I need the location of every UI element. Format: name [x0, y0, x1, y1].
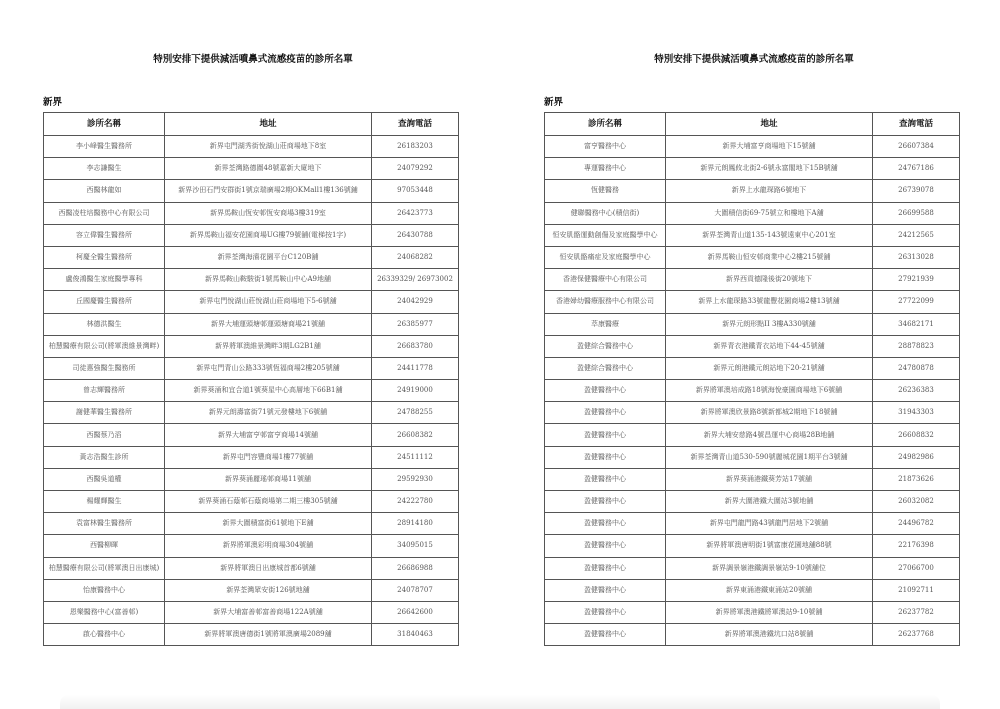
table-row: [545, 491, 960, 513]
clinic-name-cell: 西醫柳暉: [44, 535, 165, 557]
table-row: [44, 557, 459, 579]
table-row: [545, 446, 960, 468]
clinic-name-cell: 盈健醫務中心: [545, 446, 666, 468]
address-cell: 新界大圍積富街61號地下E舖: [165, 513, 372, 535]
address-cell: 新界荃灣海濱花園平台C120B舖: [165, 246, 372, 268]
region-heading: 新界: [544, 97, 564, 108]
clinic-name-cell: 怡康醫務中心: [44, 579, 165, 601]
phone-cell: 28914180: [372, 513, 459, 535]
table-row: [44, 424, 459, 446]
phone-cell: 97053448: [372, 180, 459, 202]
clinic-name-cell: 盈健醫務中心: [545, 468, 666, 490]
clinic-name-cell: 李小峰醫生醫務所: [44, 136, 165, 158]
clinic-name-cell: 盈健醫務中心: [545, 535, 666, 557]
clinic-name-cell: 萃康醫療: [545, 313, 666, 335]
phone-cell: 24511112: [372, 446, 459, 468]
address-cell: 新界葵涌和宜合道1號葵星中心高層地下66B1舖: [165, 380, 372, 402]
region-heading: 新界: [43, 97, 63, 108]
phone-cell: 26339329/ 26973002: [372, 269, 459, 291]
clinic-name-cell: 西醫凌柱培醫務中心有限公司: [44, 202, 165, 224]
address-cell: 新界大埔運頭塘邨運頭塘商場21號舖: [165, 313, 372, 335]
clinic-name-cell: 盈健醫務中心: [545, 513, 666, 535]
address-cell: 新界荃灣青山道135-143號遠東中心201室: [666, 224, 873, 246]
column-header-address: 地址: [165, 113, 372, 136]
address-cell: 新界將軍澳港鐵坑口站8號舖: [666, 624, 873, 646]
clinic-name-cell: 曾志輝醫務所: [44, 380, 165, 402]
address-cell: 新界屯門龍門路43號龍門居地下2號舖: [666, 513, 873, 535]
address-cell: 新界屯門青山公路333號恆福商場2樓205號舖: [165, 357, 372, 379]
address-cell: 新界將軍澳唐明街1號富康花園地舖88號: [666, 535, 873, 557]
table-row: [44, 468, 459, 490]
address-cell: 新界西貢德隆後街20號地下: [666, 269, 873, 291]
document-page-right: [544, 0, 964, 646]
clinic-name-cell: 司徒惠強醫生醫務所: [44, 357, 165, 379]
document-page-left: [43, 0, 463, 646]
address-cell: 新界將軍澳日出康城首都6號舖: [165, 557, 372, 579]
phone-cell: 24496782: [873, 513, 960, 535]
address-cell: 新界上水龍琛路33號龍豐花園商場2樓13號舖: [666, 291, 873, 313]
phone-cell: 26686988: [372, 557, 459, 579]
address-cell: 新界將軍澳維景灣畔3期LG2B1舖: [165, 335, 372, 357]
column-header-phone: 查詢電話: [873, 113, 960, 136]
clinic-name-cell: 盈健醫務中心: [545, 624, 666, 646]
clinic-name-cell: 黃志浩醫生診所: [44, 446, 165, 468]
phone-cell: 26683780: [372, 335, 459, 357]
table-row: [545, 468, 960, 490]
table-row: [44, 335, 459, 357]
page-title: 特別安排下提供減活噴鼻式流感疫苗的診所名單: [153, 54, 353, 65]
address-cell: 大圍積信街69-75號立和樓地下A舖: [666, 202, 873, 224]
address-cell: 新界青衣港鐵青衣站地下44-45號舖: [666, 335, 873, 357]
address-cell: 新界葵涌石蔭邨石蔭商場第二期三樓305號舖: [165, 491, 372, 513]
address-cell: 新界將軍澳港鐵將軍澳站9-10號舖: [666, 601, 873, 623]
table-row: [545, 158, 960, 180]
clinic-name-cell: 盈健醫務中心: [545, 380, 666, 402]
table-row: [545, 180, 960, 202]
table-body: [545, 136, 960, 646]
table-row: [44, 380, 459, 402]
clinic-name-cell: 丘國慶醫生醫務所: [44, 291, 165, 313]
page-bottom-shadow: [60, 695, 940, 709]
table-row: [545, 557, 960, 579]
address-cell: 新界大埔安慈路4號昌運中心商場28B地舖: [666, 424, 873, 446]
phone-cell: 34682171: [873, 313, 960, 335]
clinic-name-cell: 盈健醫務中心: [545, 491, 666, 513]
address-cell: 新界屯門容豐商場1樓77號舖: [165, 446, 372, 468]
address-cell: 新界大埔富亨邨富亨商場14號舖: [165, 424, 372, 446]
table-row: [545, 535, 960, 557]
address-cell: 新界馬鞍山福安花園商場UG樓79號舖(電梯按1字): [165, 224, 372, 246]
address-cell: 新界元朗形點II 3樓A330號舖: [666, 313, 873, 335]
phone-cell: 28878823: [873, 335, 960, 357]
clinic-name-cell: 香港婦幼醫療服務中心有限公司: [545, 291, 666, 313]
clinic-name-cell: 恒安肌骼運動創傷及家庭醫學中心: [545, 224, 666, 246]
address-cell: 新界元朗鳳攸北街2-6號永富閣地下15B號舖: [666, 158, 873, 180]
table-row: [545, 335, 960, 357]
table-row: [545, 357, 960, 379]
clinic-name-cell: 盈健綜合醫務中心: [545, 357, 666, 379]
clinic-name-cell: 盈健醫務中心: [545, 424, 666, 446]
table-row: [545, 624, 960, 646]
clinic-table: [544, 112, 960, 646]
table-row: [44, 535, 459, 557]
clinic-name-cell: 啟心醫務中心: [44, 624, 165, 646]
phone-cell: 26608832: [873, 424, 960, 446]
table-row: [545, 513, 960, 535]
table-row: [44, 624, 459, 646]
clinic-name-cell: 謝健華醫生醫務所: [44, 402, 165, 424]
address-cell: 新界荃灣青山道530-590號麗城花園1期平台3號舖: [666, 446, 873, 468]
table-row: [44, 136, 459, 158]
table-body: [44, 136, 459, 646]
table-row: [44, 158, 459, 180]
clinic-name-cell: 盈健綜合醫務中心: [545, 335, 666, 357]
phone-cell: 24222780: [372, 491, 459, 513]
address-cell: 新界元朗壽富街71號元發樓地下6號舖: [165, 402, 372, 424]
phone-cell: 26237782: [873, 601, 960, 623]
table-row: [545, 269, 960, 291]
phone-cell: 27066700: [873, 557, 960, 579]
table-row: [44, 357, 459, 379]
clinic-name-cell: 西醫吳道權: [44, 468, 165, 490]
clinic-name-cell: 恆健醫務: [545, 180, 666, 202]
table-header-row: [44, 113, 459, 136]
clinic-name-cell: 恒安肌骼痛症及家庭醫學中心: [545, 246, 666, 268]
phone-cell: 27722099: [873, 291, 960, 313]
phone-cell: 26423773: [372, 202, 459, 224]
table-row: [44, 491, 459, 513]
phone-cell: 24079292: [372, 158, 459, 180]
address-cell: 新界沙田石門安群街1號京瑞廣場2期OKMall1樓136號鋪: [165, 180, 372, 202]
phone-cell: 26236383: [873, 380, 960, 402]
phone-cell: 26608382: [372, 424, 459, 446]
phone-cell: 21092711: [873, 579, 960, 601]
phone-cell: 24078707: [372, 579, 459, 601]
phone-cell: 26385977: [372, 313, 459, 335]
phone-cell: 26699588: [873, 202, 960, 224]
address-cell: 新界馬鞍山恆安邨恆安商場3樓319室: [165, 202, 372, 224]
table-row: [44, 513, 459, 535]
clinic-name-cell: 盈健醫務中心: [545, 402, 666, 424]
phone-cell: 26607384: [873, 136, 960, 158]
phone-cell: 26739078: [873, 180, 960, 202]
address-cell: 新界大埔富善邨富善商場122A號舖: [165, 601, 372, 623]
address-cell: 新界將軍澳唐德街1號將軍澳廣場2089舖: [165, 624, 372, 646]
address-cell: 新界馬鞍山恒安邨商業中心2樓215號舖: [666, 246, 873, 268]
clinic-name-cell: 柯慶全醫生醫務所: [44, 246, 165, 268]
table-row: [44, 269, 459, 291]
table-row: [545, 224, 960, 246]
address-cell: 新界葵涌港鐵葵芳站17號舖: [666, 468, 873, 490]
table-row: [545, 202, 960, 224]
phone-cell: 26032082: [873, 491, 960, 513]
address-cell: 新界調景嶺港鐵調景嶺站9-10號舖位: [666, 557, 873, 579]
address-cell: 新界荃灣路德圍48號嘉新大廈地下: [165, 158, 372, 180]
table-row: [44, 246, 459, 268]
phone-cell: 26430788: [372, 224, 459, 246]
phone-cell: 24411778: [372, 357, 459, 379]
table-row: [545, 579, 960, 601]
table-row: [545, 246, 960, 268]
table-row: [44, 601, 459, 623]
page-title: 特別安排下提供減活噴鼻式流感疫苗的診所名單: [654, 54, 854, 65]
address-cell: 新界將軍澳欣景路8號新都城2期地下18號舖: [666, 402, 873, 424]
clinic-name-cell: 林德洪醫生: [44, 313, 165, 335]
column-header-address: 地址: [666, 113, 873, 136]
address-cell: 新界將軍澳培成路18號海悅豪園商場地下6號舖: [666, 380, 873, 402]
table-row: [545, 380, 960, 402]
clinic-name-cell: 西醫蔡乃滔: [44, 424, 165, 446]
table-row: [545, 136, 960, 158]
phone-cell: 24767186: [873, 158, 960, 180]
clinic-name-cell: 李志謙醫生: [44, 158, 165, 180]
clinic-name-cell: 富亨醫務中心: [545, 136, 666, 158]
address-cell: 新界東涌港鐵東涌站20號舖: [666, 579, 873, 601]
phone-cell: 26183203: [372, 136, 459, 158]
phone-cell: 24919000: [372, 380, 459, 402]
phone-cell: 26313028: [873, 246, 960, 268]
clinic-name-cell: 盈健醫務中心: [545, 601, 666, 623]
address-cell: 新界大埔富亨商場地下15號舖: [666, 136, 873, 158]
phone-cell: 22176398: [873, 535, 960, 557]
clinic-name-cell: 盈健醫務中心: [545, 557, 666, 579]
table-row: [545, 313, 960, 335]
clinic-name-cell: 柏慧醫療有限公司(將軍澳日出康城): [44, 557, 165, 579]
phone-cell: 34095015: [372, 535, 459, 557]
table-row: [44, 446, 459, 468]
clinic-name-cell: 盧俊鴻醫生家庭醫學專科: [44, 269, 165, 291]
phone-cell: 29592930: [372, 468, 459, 490]
table-row: [545, 402, 960, 424]
table-row: [44, 202, 459, 224]
table-row: [44, 180, 459, 202]
address-cell: 新界荃灣眾安街126號地舖: [165, 579, 372, 601]
table-row: [44, 579, 459, 601]
address-cell: 新界馬鞍山鞍駿街1號馬鞍山中心A9地舖: [165, 269, 372, 291]
clinic-name-cell: 柏慧醫療有限公司(將軍澳維景灣畔): [44, 335, 165, 357]
column-header-clinic-name: 診所名稱: [44, 113, 165, 136]
table-row: [44, 402, 459, 424]
clinic-name-cell: 健聯醫務中心(積信街): [545, 202, 666, 224]
table-row: [545, 424, 960, 446]
clinic-name-cell: 袁富林醫生醫務所: [44, 513, 165, 535]
address-cell: 新界元朗港鐵元朗站地下20-21號舖: [666, 357, 873, 379]
phone-cell: 24780878: [873, 357, 960, 379]
clinic-name-cell: 西醫林龍如: [44, 180, 165, 202]
table-row: [44, 313, 459, 335]
column-header-clinic-name: 診所名稱: [545, 113, 666, 136]
phone-cell: 26237768: [873, 624, 960, 646]
phone-cell: 31943303: [873, 402, 960, 424]
clinic-table: [43, 112, 459, 646]
address-cell: 新界屯門悅湖山莊悅湖山莊商場地下5-6號舖: [165, 291, 372, 313]
clinic-name-cell: 專運醫務中心: [545, 158, 666, 180]
clinic-name-cell: 容立偉醫生醫務所: [44, 224, 165, 246]
address-cell: 新界大圍港鐵大圍站3號地舖: [666, 491, 873, 513]
phone-cell: 26642600: [372, 601, 459, 623]
table-header-row: [545, 113, 960, 136]
clinic-name-cell: 香港保健醫療中心有限公司: [545, 269, 666, 291]
address-cell: 新界上水龍琛路6號地下: [666, 180, 873, 202]
table-row: [44, 224, 459, 246]
table-row: [44, 291, 459, 313]
address-cell: 新界將軍澳彩明商場304號舖: [165, 535, 372, 557]
phone-cell: 24068282: [372, 246, 459, 268]
clinic-name-cell: 楊耀輝醫生: [44, 491, 165, 513]
table-row: [545, 291, 960, 313]
address-cell: 新界屯門湖秀街悅湖山莊商場地下8室: [165, 136, 372, 158]
phone-cell: 27921939: [873, 269, 960, 291]
table-row: [545, 601, 960, 623]
column-header-phone: 查詢電話: [372, 113, 459, 136]
clinic-name-cell: 恩樂醫務中心(富善邨): [44, 601, 165, 623]
phone-cell: 24212565: [873, 224, 960, 246]
phone-cell: 24982986: [873, 446, 960, 468]
phone-cell: 24042929: [372, 291, 459, 313]
phone-cell: 31840463: [372, 624, 459, 646]
address-cell: 新界葵涌麗瑤邨商場11號舖: [165, 468, 372, 490]
phone-cell: 21873626: [873, 468, 960, 490]
clinic-name-cell: 盈健醫務中心: [545, 579, 666, 601]
phone-cell: 24788255: [372, 402, 459, 424]
